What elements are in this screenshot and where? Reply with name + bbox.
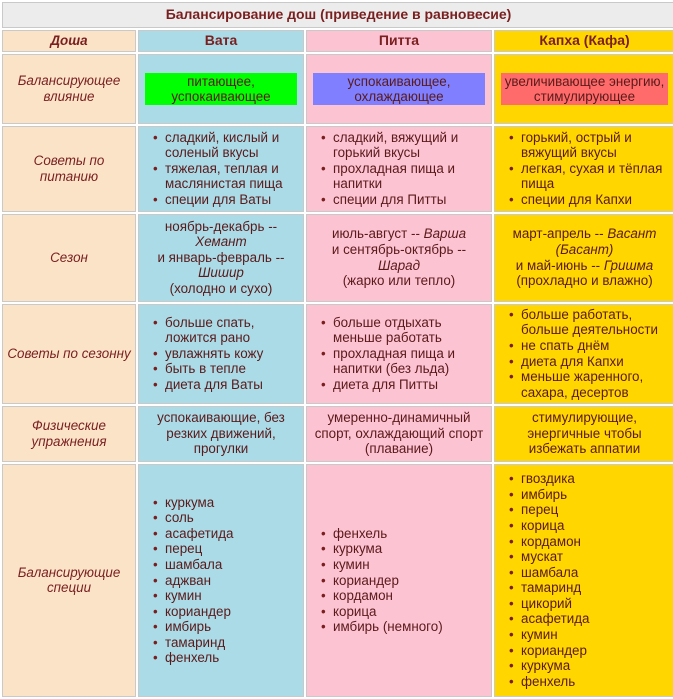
- influence-vata-cell: [138, 54, 304, 124]
- spices-vata-list: [143, 495, 299, 667]
- row-label-seasonal: Советы по сезонну: [2, 304, 136, 404]
- season-pitta-note: (жарко или тепло): [342, 273, 456, 289]
- list-item: • кордамон: [509, 534, 670, 550]
- list-item: • тяжелая, теплая и маслянистая пища: [153, 161, 299, 192]
- influence-kapha-cell: [494, 54, 673, 124]
- list-item: • кумин: [321, 557, 487, 573]
- influence-pitta: успокаивающее, охлаждающее: [313, 73, 485, 105]
- season-kapha-note: (прохладно и влажно): [516, 273, 653, 289]
- list-item: • горький, острый и вяжущий вкусы: [509, 130, 670, 161]
- diet-pitta-list: [311, 130, 487, 208]
- spices-pitta-list: [311, 526, 487, 635]
- influence-vata: питающее, успокаивающее: [145, 73, 297, 105]
- spices-vata: [138, 464, 304, 697]
- list-item: • асафетида: [509, 611, 670, 627]
- list-item: • легкая, сухая и тёплая пища: [509, 161, 670, 192]
- season-vata-name1: Хемант: [195, 234, 247, 250]
- season-kapha-name2: Гришма: [603, 257, 654, 273]
- seasonal-vata: [138, 304, 304, 404]
- diet-kapha-list: [499, 130, 670, 208]
- list-item: • корица: [509, 518, 670, 534]
- list-item: • фенхель: [321, 526, 487, 542]
- list-item: • меньше жаренного, сахара, десертов: [509, 369, 670, 400]
- header-pitta: Питта: [306, 30, 492, 52]
- season-pitta-name2: Шарад: [377, 257, 421, 273]
- list-item: • имбирь: [509, 487, 670, 503]
- seasonal-pitta-list: [311, 315, 487, 393]
- list-item: • асафетида: [153, 526, 299, 542]
- list-item: • мускат: [509, 549, 670, 565]
- season-pitta-months2: и сентябрь-октябрь --: [331, 242, 467, 257]
- list-item: • куркума: [153, 495, 299, 511]
- list-item: • цикорий: [509, 596, 670, 612]
- list-item: • имбирь: [153, 619, 299, 635]
- list-item: • быть в тепле: [153, 361, 299, 377]
- list-item: • шамбала: [509, 565, 670, 581]
- list-item: • больше работать, больше деятельности: [509, 307, 670, 338]
- season-pitta: [306, 214, 492, 302]
- list-item: • специи для Питты: [321, 192, 487, 208]
- list-item: • фенхель: [509, 674, 670, 690]
- list-item: • кориандер: [509, 643, 670, 659]
- season-vata-months1: ноябрь-декабрь --: [164, 218, 278, 234]
- exercise-kapha: стимулирующие, энергичные чтобы избежать аппатии: [494, 406, 673, 462]
- list-item: • кумин: [509, 627, 670, 643]
- row-label-diet: Советы по питанию: [2, 126, 136, 212]
- list-item: • прохладная пища и напитки: [321, 161, 487, 192]
- list-item: • имбирь (немного): [321, 619, 487, 635]
- list-item: • сладкий, вяжущий и горький вкусы: [321, 130, 487, 161]
- list-item: • гвоздика: [509, 471, 670, 487]
- season-vata-note: (холодно и сухо): [169, 280, 273, 296]
- spices-pitta: [306, 464, 492, 697]
- season-vata-months2: и январь-февраль --: [157, 249, 285, 265]
- seasonal-kapha-list: [499, 307, 670, 401]
- list-item: • тамаринд: [509, 580, 670, 596]
- diet-pitta: [306, 126, 492, 212]
- row-label-exercise: Физические упражнения: [2, 406, 136, 462]
- exercise-vata: успокаивающие, без резких движений, прогулки: [138, 406, 304, 462]
- row-label-spices: Балансирующие специи: [2, 464, 136, 697]
- seasonal-pitta: [306, 304, 492, 404]
- list-item: • корица: [321, 604, 487, 620]
- table-title: Балансирование дош (приведение в равновесие): [2, 2, 673, 28]
- list-item: • кориандер: [153, 604, 299, 620]
- list-item: • больше отдыхать меньше работать: [321, 315, 487, 346]
- list-item: • шамбала: [153, 557, 299, 573]
- list-item: • диета для Капхи: [509, 354, 670, 370]
- spices-kapha: [494, 464, 673, 697]
- header-vata: Вата: [138, 30, 304, 52]
- list-item: • специи для Ваты: [153, 192, 299, 208]
- season-pitta-months1: июль-август --: [331, 226, 420, 242]
- list-item: • кумин: [153, 588, 299, 604]
- season-kapha-name1: Васант (Басант): [555, 226, 657, 257]
- season-kapha: [494, 214, 673, 302]
- list-item: • куркума: [321, 541, 487, 557]
- list-item: • специи для Капхи: [509, 192, 670, 208]
- influence-pitta-cell: [306, 54, 492, 124]
- diet-vata: [138, 126, 304, 212]
- list-item: • перец: [509, 502, 670, 518]
- seasonal-vata-list: [143, 315, 299, 393]
- list-item: • аджван: [153, 573, 299, 589]
- spices-kapha-list: [499, 471, 670, 689]
- diet-kapha: [494, 126, 673, 212]
- row-label-influence: Балансирующее влияние: [2, 54, 136, 124]
- list-item: • тамаринд: [153, 635, 299, 651]
- list-item: • диета для Питты: [321, 377, 487, 393]
- list-item: • куркума: [509, 658, 670, 674]
- season-kapha-months2: и май-июнь --: [515, 257, 601, 273]
- seasonal-kapha: [494, 304, 673, 404]
- list-item: • соль: [153, 510, 299, 526]
- list-item: • не спать днём: [509, 338, 670, 354]
- season-pitta-name1: Варша: [423, 226, 467, 242]
- season-vata: [138, 214, 304, 302]
- list-item: • фенхель: [153, 650, 299, 666]
- season-kapha-months1: март-апрель --: [512, 226, 604, 242]
- header-dosha: Доша: [2, 30, 136, 52]
- list-item: • сладкий, кислый и соленый вкусы: [153, 130, 299, 161]
- list-item: • прохладная пища и напитки (без льда): [321, 346, 487, 377]
- influence-kapha: увеличивающее энергию, стимулирующее: [501, 73, 668, 105]
- list-item: • кордамон: [321, 588, 487, 604]
- season-vata-name2: Шишир: [198, 265, 244, 281]
- exercise-pitta: умеренно-динамичный спорт, охлаждающий спорт (плавание): [306, 406, 492, 462]
- row-label-season: Сезон: [2, 214, 136, 302]
- list-item: • больше спать, ложится рано: [153, 315, 299, 346]
- list-item: • кориандер: [321, 573, 487, 589]
- list-item: • диета для Ваты: [153, 377, 299, 393]
- list-item: • увлажнять кожу: [153, 346, 299, 362]
- list-item: • перец: [153, 541, 299, 557]
- header-kapha: Капха (Кафа): [494, 30, 673, 52]
- diet-vata-list: [143, 130, 299, 208]
